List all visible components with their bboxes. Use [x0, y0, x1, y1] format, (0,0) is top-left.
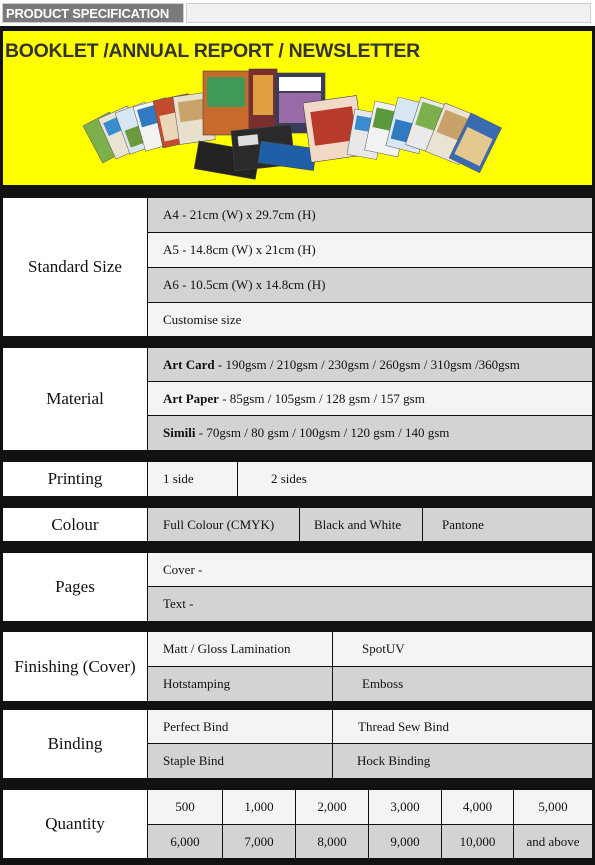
- size-option-a6: A6 - 10.5cm (W) x 14.8cm (H): [148, 268, 592, 302]
- material-name: Art Paper: [163, 390, 219, 406]
- binding-label: Binding: [3, 710, 147, 778]
- finishing-option-emboss: Emboss: [333, 667, 592, 701]
- quantity-option: 500: [148, 790, 222, 824]
- material-spec: - 70gsm / 80 gsm / 100gsm / 120 gsm / 140 gsm: [195, 425, 450, 440]
- finishing-option-spotuv: SpotUV: [333, 632, 592, 666]
- colour-option-cmyk: Full Colour (CMYK): [148, 508, 299, 541]
- quantity-option: and above: [514, 825, 592, 858]
- quantity-option: 7,000: [223, 825, 295, 858]
- size-option-custom: Customise size: [148, 303, 592, 336]
- material-name: Simili: [163, 425, 196, 440]
- size-option-a4: A4 - 21cm (W) x 29.7cm (H): [148, 198, 592, 232]
- standard-size-label: Standard Size: [3, 198, 147, 336]
- quantity-option: 8,000: [296, 825, 368, 858]
- quantity-option: 9,000: [369, 825, 441, 858]
- quantity-label: Quantity: [3, 790, 147, 858]
- banner: [3, 31, 592, 185]
- finishing-option-hotstamping: Hotstamping: [148, 667, 332, 701]
- material-row-simili: [148, 416, 592, 450]
- binding-option-staple: Staple Bind: [148, 744, 332, 778]
- quantity-option: 1,000: [223, 790, 295, 824]
- material-label: Material: [3, 348, 147, 450]
- material-spec: - 190gsm / 210gsm / 230gsm / 260gsm / 310gsm /360gsm: [214, 356, 520, 372]
- section-tag: [2, 3, 184, 23]
- size-option-a5: A5 - 14.8cm (W) x 21cm (H): [148, 233, 592, 267]
- quantity-option: 4,000: [442, 790, 513, 824]
- material-row-art-card: [148, 348, 592, 381]
- colour-option-pantone: Pantone: [423, 508, 592, 541]
- material-name: Art Card: [163, 356, 215, 372]
- material-row-art-paper: [148, 382, 592, 415]
- quantity-option: 3,000: [369, 790, 441, 824]
- header-filler: [186, 3, 591, 23]
- binding-option-hock: Hock Binding: [333, 744, 592, 778]
- section-tag-label: PRODUCT SPECIFICATION: [6, 6, 170, 21]
- printing-option-2-sides: 2 sides: [238, 462, 592, 496]
- pages-label: Pages: [3, 553, 147, 621]
- binding-option-perfect: Perfect Bind: [148, 710, 332, 743]
- quantity-option: 5,000: [514, 790, 592, 824]
- top-header-bar: [0, 0, 595, 26]
- colour-option-bw: Black and White: [300, 508, 422, 541]
- colour-label: Colour: [3, 508, 147, 541]
- material-spec: - 85gsm / 105gsm / 128 gsm / 157 gsm: [218, 390, 425, 406]
- banner-title: BOOKLET /ANNUAL REPORT / NEWSLETTER: [5, 40, 420, 62]
- binding-option-thread-sew: Thread Sew Bind: [333, 710, 592, 743]
- printing-label: Printing: [3, 462, 147, 496]
- quantity-option: 6,000: [148, 825, 222, 858]
- pages-row-text: Text -: [148, 587, 592, 621]
- quantity-option: 10,000: [442, 825, 513, 858]
- quantity-option: 2,000: [296, 790, 368, 824]
- printing-option-1-side: 1 side: [148, 462, 237, 496]
- finishing-option-lamination: Matt / Gloss Lamination: [148, 632, 332, 666]
- finishing-label: Finishing (Cover): [3, 632, 147, 701]
- pages-row-cover: Cover -: [148, 553, 592, 586]
